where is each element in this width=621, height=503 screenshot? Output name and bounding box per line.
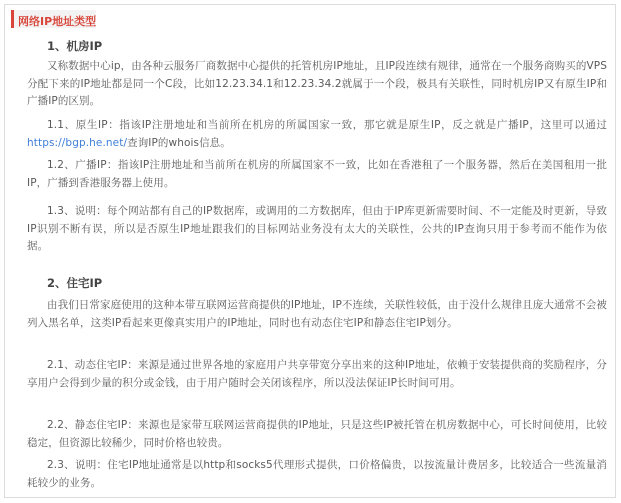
paragraph-dynamic-residential: 2.1、动态住宅IP：来源是通过世界各地的家庭用户共享带宽分享出来的这种IP地址，依赖于安装提供商的奖励程序，分享用户会得到少量的积分或金钱，由于用户随时会关闭该程序，所以没法保证IP长时间可用。 xyxy=(27,359,607,389)
heading-datacenter-ip: 1、机房IP xyxy=(47,39,103,53)
paragraph-broadcast-ip: 1.2、广播IP：指该IP注册地址和当前所在机房的所属国家不一致，比如在香港租了一个服务器，然后在美国租用一批IP，广播到香港服务器上使用。 xyxy=(27,159,607,189)
article-frame xyxy=(4,4,616,498)
section-header xyxy=(11,10,96,28)
paragraph-datacenter-note: 1.3、说明：每个网站都有自己的IP数据库，或调用的二方数据库，但由于IP库更新需要时间、不一定能及时更新，导致IP识别不断有误，所以是否原生IP地址跟我们的目标网站业务没有太大的关联性，公共的IP查询只用于参考而不能作为依据。 xyxy=(27,205,607,252)
paragraph-static-residential: 2.2、静态住宅IP：来源也是家带互联网运营商提供的IP地址，只是这些IP被托管在机房数据中心，可长时间使用，比较稳定，但资源比较稀少，同时价格也较贵。 xyxy=(27,419,607,449)
paragraph-residential-note: 2.3、说明：住宅IP地址通常是以http和socks5代理形式提供，口价格偏贵，以按流量计费居多，比较适合一些流量消耗较少的业务。 xyxy=(27,459,607,489)
native-ip-text: 1.1、原生IP：指该IP注册地址和当前所在机房的所属国家一致，那它就是原生IP，反之就是广播IP，这里可以通过https://bgp.he.net/查询IP的whois信息。 xyxy=(27,119,607,149)
heading-residential-ip: 2、住宅IP xyxy=(47,276,103,290)
bgp-link[interactable]: https://bgp.he.net/ xyxy=(27,136,128,149)
paragraph-native-ip xyxy=(27,117,607,152)
paragraph-datacenter-intro: 又称数据中心ip，由各种云服务厂商数据中心提供的托管机房IP地址，且IP段连续有规律，通常在一个服务商购买的VPS分配下来的IP地址都是同一个C段，比如12.23.34.1和12.23.34.2就属于一个段，极具有关联性，同时机房IP又有原生IP和广播IP的区别。 xyxy=(27,60,607,107)
section-header-title: 网络IP地址类型 xyxy=(18,15,97,28)
paragraph-residential-intro: 由我们日常家庭使用的这种本带互联网运营商提供的IP地址，IP不连续，关联性较低，由于没什么规律且庞大通常不会被列入黑名单，这类IP看起来更像真实用户的IP地址，同时也有动态住宅IP和静态住宅IP划分。 xyxy=(27,299,607,329)
